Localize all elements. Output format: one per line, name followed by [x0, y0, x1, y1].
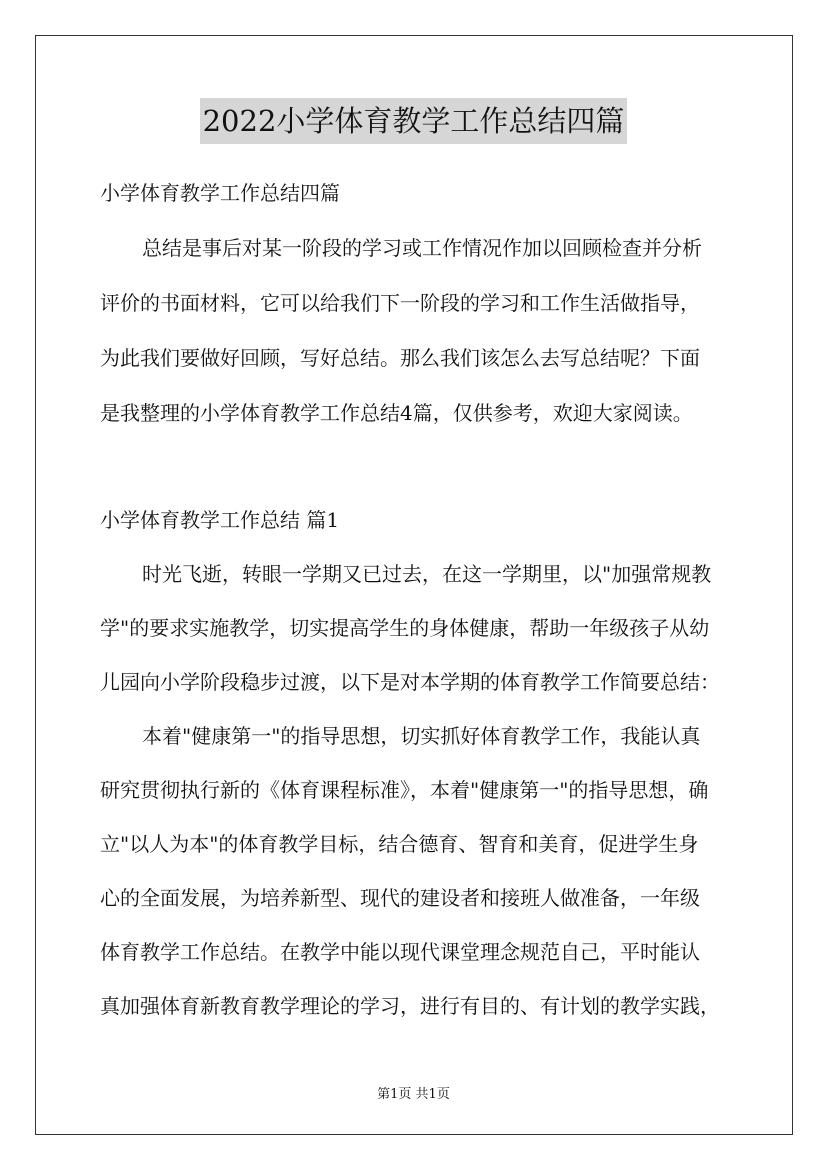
subheading: 小学体育教学工作总结四篇: [100, 181, 340, 205]
paragraph-line: 真加强体育新教育教学理论的学习，进行有目的、有计划的教学实践，: [100, 994, 720, 1018]
paragraph-line: 是我整理的小学体育教学工作总结4篇，仅供参考，欢迎大家阅读。: [100, 401, 693, 425]
paragraph-line: 时光飞逝，转眼一学期又已过去，在这一学期里，以"加强常规教: [142, 562, 712, 586]
paragraph-line: 儿园向小学阶段稳步过渡，以下是对本学期的体育教学工作简要总结：: [100, 670, 720, 694]
paragraph-line: 体育教学工作总结。在教学中能以现代课堂理念规范自己，平时能认: [100, 940, 700, 964]
paragraph-line: 学"的要求实施教学，切实提高学生的身体健康，帮助一年级孩子从幼: [100, 616, 710, 640]
section-heading: 小学体育教学工作总结 篇1: [100, 508, 340, 532]
paragraph-line: 研究贯彻执行新的《体育课程标准》，本着"健康第一"的指导思想，确: [100, 778, 709, 802]
title-container: [0, 98, 827, 144]
paragraph-line: 立"以人为本"的体育教学目标，结合德育、智育和美育，促进学生身: [100, 832, 699, 856]
page-footer: 第1页 共1页: [377, 1087, 450, 1102]
paragraph-line: 心的全面发展，为培养新型、现代的建设者和接班人做准备，一年级: [100, 886, 700, 910]
paragraph-line: 为此我们要做好回顾，写好总结。那么我们该怎么去写总结呢？下面: [100, 346, 700, 370]
paragraph-line: 本着"健康第一"的指导思想，切实抓好体育教学工作，我能认真: [142, 724, 701, 748]
document-title: 2022小学体育教学工作总结四篇: [200, 98, 628, 144]
paragraph-line: 评价的书面材料，它可以给我们下一阶段的学习和工作生活做指导，: [100, 291, 700, 315]
paragraph-line: 总结是事后对某一阶段的学习或工作情况作加以回顾检查并分析: [142, 236, 702, 260]
